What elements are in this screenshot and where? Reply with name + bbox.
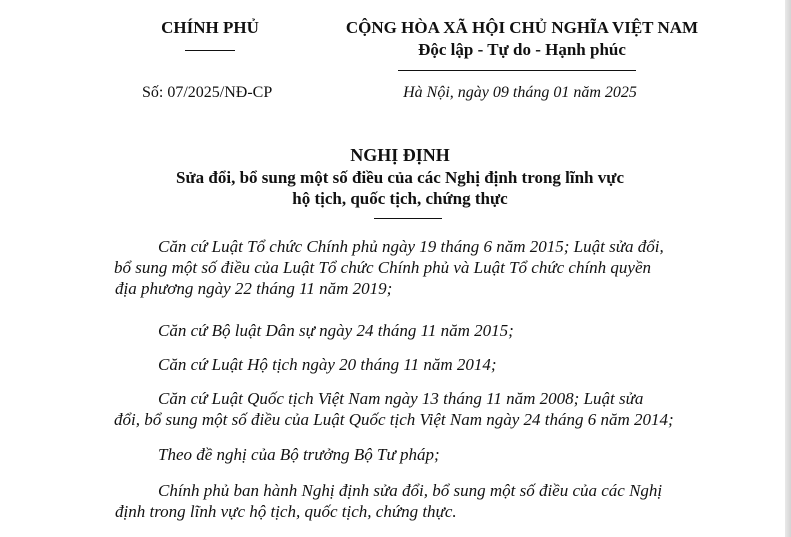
- preamble-line: Căn cứ Luật Hộ tịch ngày 20 tháng 11 năm 2014;: [158, 355, 497, 374]
- preamble-paragraph: [115, 388, 715, 430]
- preamble-paragraph: [115, 236, 715, 299]
- preamble-line: địa phương ngày 22 tháng 11 năm 2019;: [115, 279, 393, 298]
- document-subtitle-line-2: hộ tịch, quốc tịch, chứng thực: [292, 189, 508, 208]
- page-edge-shadow: [785, 0, 791, 537]
- preamble-line: Căn cứ Luật Quốc tịch Việt Nam ngày 13 tháng 11 năm 2008; Luật sửa: [158, 389, 644, 408]
- document-subtitle-line-1: Sửa đổi, bổ sung một số điều của các Nghị định trong lĩnh vực: [175, 168, 625, 187]
- preamble-line: bổ sung một số điều của Luật Tổ chức Chính phủ và Luật Tổ chức chính quyền: [114, 258, 652, 277]
- issuer-name: CHÍNH PHỦ: [161, 18, 259, 37]
- issuer-underline: [185, 50, 235, 51]
- place-and-date: Hà Nội, ngày 09 tháng 01 năm 2025: [403, 84, 637, 101]
- preamble-line: Chính phủ ban hành Nghị định sửa đổi, bổ sung một số điều của các Nghị: [158, 481, 663, 500]
- motto-underline: [398, 70, 636, 71]
- title-underline: [374, 218, 442, 219]
- document-title: NGHỊ ĐỊNH: [350, 145, 450, 165]
- republic-name: CỘNG HÒA XÃ HỘI CHỦ NGHĨA VIỆT NAM: [345, 18, 699, 37]
- preamble-paragraph: [115, 354, 758, 375]
- preamble-line: đổi, bổ sung một số điều của Luật Quốc tịch Việt Nam ngày 24 tháng 6 năm 2014;: [114, 410, 674, 429]
- preamble-line: Căn cứ Luật Tổ chức Chính phủ ngày 19 tháng 6 năm 2015; Luật sửa đổi,: [158, 237, 664, 256]
- preamble-line: định trong lĩnh vực hộ tịch, quốc tịch, chứng thực.: [115, 502, 457, 521]
- document-number: Số: 07/2025/NĐ-CP: [142, 84, 273, 101]
- preamble-paragraph: [115, 480, 715, 522]
- preamble-line: Theo đề nghị của Bộ trưởng Bộ Tư pháp;: [158, 445, 440, 464]
- national-motto: Độc lập - Tự do - Hạnh phúc: [418, 40, 626, 59]
- preamble-paragraph: [115, 444, 758, 465]
- preamble-line: Căn cứ Bộ luật Dân sự ngày 24 tháng 11 năm 2015;: [158, 321, 514, 340]
- preamble-paragraph: [115, 320, 758, 341]
